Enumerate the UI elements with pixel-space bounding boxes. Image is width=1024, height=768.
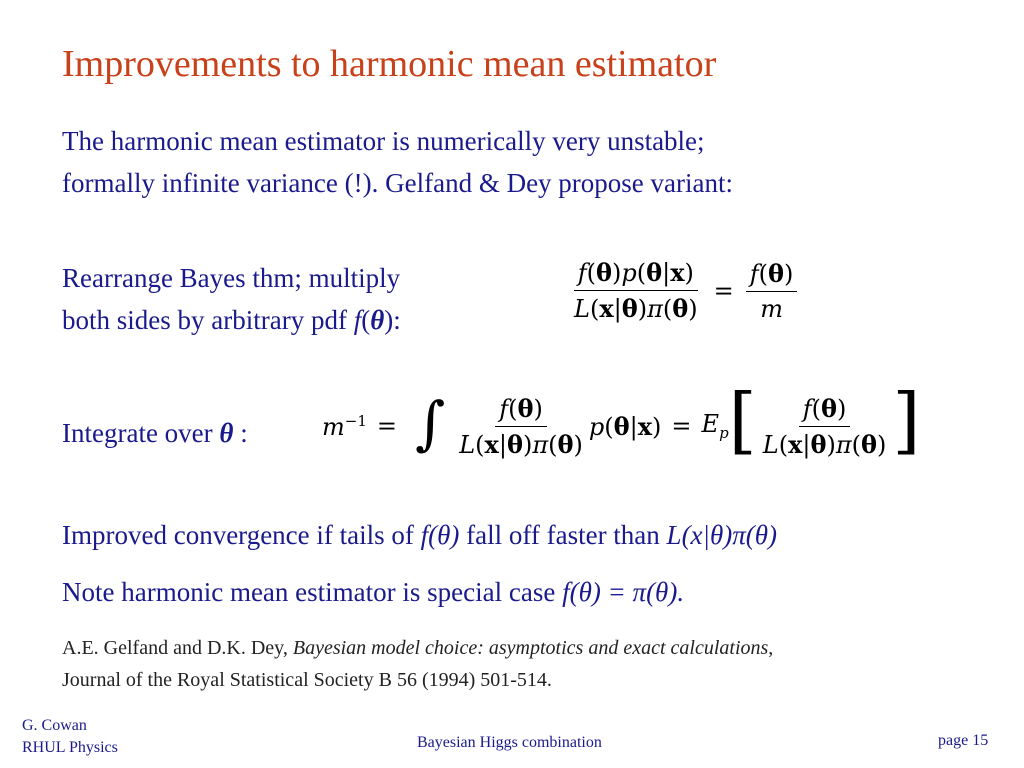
integrate-colon: : xyxy=(233,418,248,448)
intro-line-2: formally infinite variance (!). Gelfand & Dey propose variant: xyxy=(62,168,733,198)
reference-comma: , xyxy=(768,637,774,659)
reference-line-1 xyxy=(62,632,773,664)
eq1-left-fraction: $\frac{f(\theta)p(\theta|x)}{L(x|\theta)\pi(\theta)}$ xyxy=(574,258,698,323)
rearrange-f: f xyxy=(353,305,362,335)
improved-likelihood: L(x|θ)π(θ) xyxy=(666,520,777,550)
note-expr: f(θ) = π(θ). xyxy=(562,577,685,607)
rearrange-line-2 xyxy=(62,299,401,341)
bayes-rearranged-equation: $\frac{f(\theta)p(\theta|x)}{L(x|\theta)\pi(\theta)}$ = $\frac{f(\theta)}{m}$ xyxy=(568,258,799,323)
integrate-label xyxy=(62,412,248,454)
intro-paragraph xyxy=(62,120,733,204)
footer-author: G. Cowan xyxy=(22,717,87,734)
note-prefix: Note harmonic mean estimator is special case xyxy=(62,577,563,607)
footer-author-block xyxy=(22,715,118,759)
reference-title: Bayesian model choice: asymptotics and exact calculations xyxy=(292,637,769,659)
improved-middle: fall off faster than xyxy=(459,520,667,550)
slide-title: Improvements to harmonic mean estimator xyxy=(62,43,717,85)
integrate-theta: θ xyxy=(219,418,234,448)
reference-citation xyxy=(62,632,773,696)
intro-line-1: The harmonic mean estimator is numerically very unstable; xyxy=(62,126,705,156)
rearrange-close: ): xyxy=(384,305,401,335)
footer-talk-title: Bayesian Higgs combination xyxy=(417,734,602,751)
rearrange-open: ( xyxy=(361,305,371,335)
note-line xyxy=(62,571,684,613)
eq2-integrand-fraction: $\frac{f(\theta)}{L(x|\theta)\pi(\theta)}$ xyxy=(459,393,583,459)
rearrange-line-1: Rearrange Bayes thm; multiply xyxy=(62,263,401,293)
improved-f-theta: f(θ) xyxy=(420,520,460,550)
footer-page-number: page 15 xyxy=(938,732,989,749)
integral-equation: $m^{-1}$ = ∫ $\frac{f(\theta)}{L(x|\theta)\pi(\theta)}$ p(θ|x) = $E_p$ [ $\frac{f(\theta)}{L(x|\theta)\pi(\theta)}$ ] xyxy=(322,378,921,462)
rearrange-theta: θ xyxy=(370,305,385,335)
reference-line-2: Journal of the Royal Statistical Society B 56 (1994) 501-514. xyxy=(62,669,552,691)
improved-convergence-line xyxy=(62,514,777,556)
footer-affiliation: RHUL Physics xyxy=(22,739,118,756)
reference-authors: A.E. Gelfand and D.K. Dey, xyxy=(62,637,293,659)
eq2-expectation-fraction: $\frac{f(\theta)}{L(x|\theta)\pi(\theta)}$ xyxy=(762,393,887,459)
improved-prefix: Improved convergence if tails of xyxy=(62,520,421,550)
rearrange-line-2-text: both sides by arbitrary pdf xyxy=(62,305,354,335)
rearrange-paragraph xyxy=(62,257,401,341)
eq1-right-fraction: $\frac{f(\theta)}{m}$ xyxy=(746,259,798,323)
integrate-text: Integrate over xyxy=(62,418,220,448)
